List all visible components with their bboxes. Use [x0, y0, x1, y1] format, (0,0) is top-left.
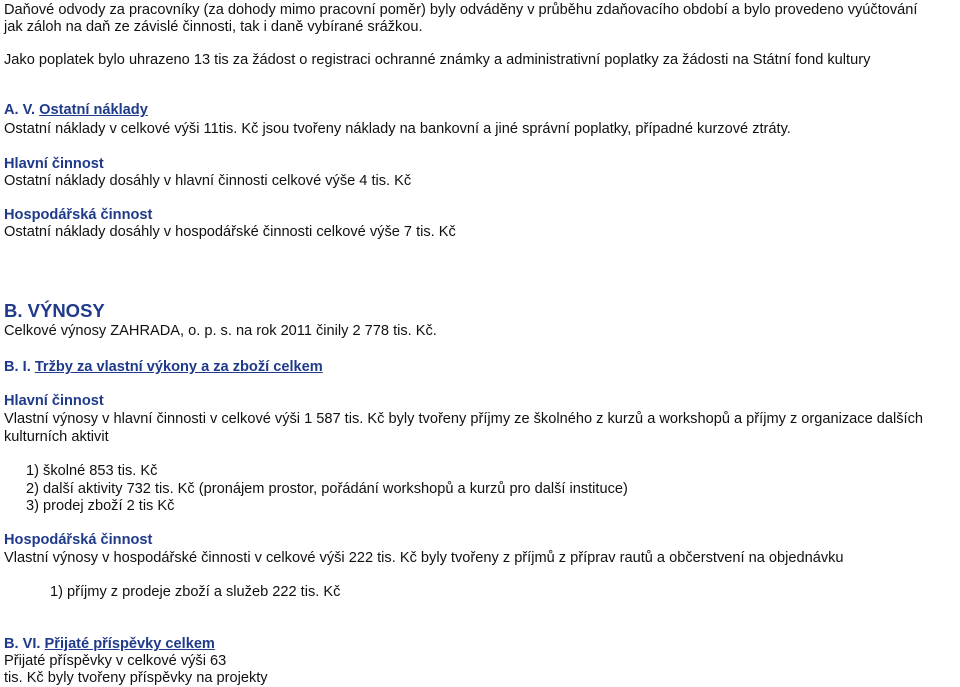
- text-line: Vlastní výnosy v hlavní činnosti v celkové výši 1 587 tis. Kč byly tvořeny příjmy ze školného z kurzů a workshopů a příjmy z organizace dalších: [4, 411, 923, 427]
- text-line: kulturních aktivit: [4, 429, 109, 445]
- text-line: tis. Kč byly tvořeny příspěvky na projekty: [4, 670, 268, 686]
- text-line: Jako poplatek bylo uhrazeno 13 tis za žádost o registraci ochranné známky a administrativní poplatky za žádosti na Státní fond kultury: [4, 52, 871, 68]
- text-line: Vlastní výnosy v hospodářské činnosti v celkové výši 222 tis. Kč byly tvořeny z příjmů z příprav rautů a občerstvení na objednávku: [4, 550, 844, 566]
- text-line: Celkové výnosy ZAHRADA, o. p. s. na rok 2011 činily 2 778 tis. Kč.: [4, 323, 437, 339]
- section-title: Tržby za vlastní výkony a za zboží celkem: [34, 359, 323, 375]
- subheading: Hospodářská činnost: [4, 532, 153, 548]
- section-heading-b: B. VÝNOSY: [4, 300, 105, 321]
- section-title: Ostatní náklady: [39, 102, 148, 118]
- text-line: Ostatní náklady v celkové výši 11tis. Kč jsou tvořeny náklady na bankovní a jiné správní poplatky, případné kurzové ztráty.: [4, 121, 791, 137]
- section-heading-bvi: [4, 635, 215, 653]
- section-number: B. I.: [4, 359, 35, 375]
- section-heading-bi: [4, 358, 323, 376]
- subheading: Hlavní činnost: [4, 156, 104, 172]
- text-line: Ostatní náklady dosáhly v hlavní činnosti celkové výše 4 tis. Kč: [4, 173, 412, 189]
- subheading: Hospodářská činnost: [4, 207, 153, 223]
- list-item: 2) další aktivity 732 tis. Kč (pronájem prostor, pořádání workshopů a kurzů pro další instituce): [26, 481, 628, 497]
- text-line: jak záloh na daň ze závislé činnosti, tak i daně vybírané srážkou.: [4, 19, 423, 35]
- list-item: 1) příjmy z prodeje zboží a služeb 222 tis. Kč: [50, 584, 341, 600]
- subheading: Hlavní činnost: [4, 393, 104, 409]
- section-title: Přijaté příspěvky celkem: [44, 636, 215, 652]
- text-line: Daňové odvody za pracovníky (za dohody mimo pracovní poměr) byly odváděny v průběhu zdaňovacího období a bylo provedeno vyúčtování: [4, 2, 918, 18]
- list-item: 1) školné 853 tis. Kč: [26, 463, 158, 479]
- section-number: B. VI.: [4, 636, 45, 652]
- section-number: A. V.: [4, 102, 40, 118]
- list-item: 3) prodej zboží 2 tis Kč: [26, 498, 175, 514]
- text-line: Přijaté příspěvky v celkové výši 63: [4, 653, 227, 669]
- text-line: Ostatní náklady dosáhly v hospodářské činnosti celkové výše 7 tis. Kč: [4, 224, 456, 240]
- section-heading-av: [4, 101, 148, 119]
